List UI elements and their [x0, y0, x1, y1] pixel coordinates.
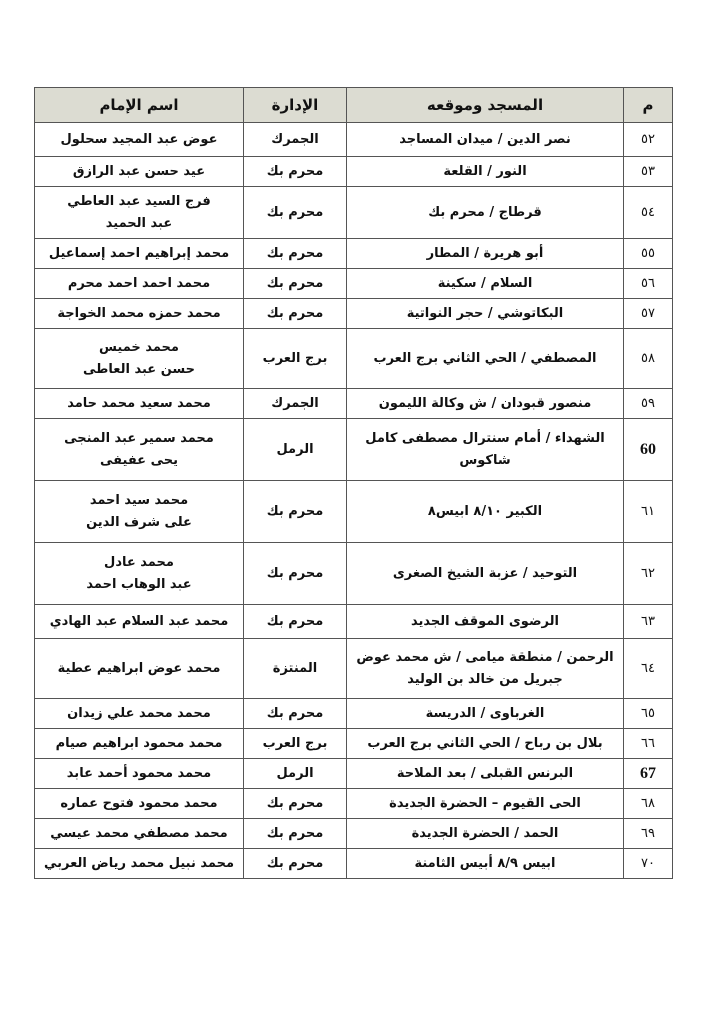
imam-name-line: محمد عادل: [104, 554, 174, 570]
mosque-location-line: جبريل من خالد بن الوليد: [407, 671, 563, 687]
imam-name-cell: [35, 419, 244, 481]
row-number: ٦٩: [624, 819, 673, 849]
imam-name-cell: [35, 239, 244, 269]
imam-name-line: محمد محمود ابراهيم صيام: [55, 735, 223, 751]
imam-name-cell: [35, 759, 244, 789]
imam-name-cell: [35, 123, 244, 157]
imam-name-line: محمد محمد علي زيدان: [67, 705, 211, 721]
row-number: 60: [624, 419, 673, 481]
mosque-location-line: المصطفي / الحي الثاني برج العرب: [373, 350, 597, 366]
table-row: [35, 789, 673, 819]
row-number: 67: [624, 759, 673, 789]
imam-name-line: محمد محمود فتوح عماره: [60, 795, 218, 811]
row-number: ٥٨: [624, 329, 673, 389]
mosque-location-cell: [347, 239, 624, 269]
mosque-location-cell: [347, 329, 624, 389]
mosque-location-cell: [347, 157, 624, 187]
table-row: [35, 123, 673, 157]
table-row: [35, 157, 673, 187]
row-number: ٦٨: [624, 789, 673, 819]
mosque-location-cell: [347, 187, 624, 239]
administration-cell: محرم بك: [244, 699, 347, 729]
imam-name-cell: [35, 481, 244, 543]
mosque-location-cell: [347, 729, 624, 759]
administration-cell: محرم بك: [244, 481, 347, 543]
mosque-location-cell: [347, 789, 624, 819]
row-number: ٥٧: [624, 299, 673, 329]
mosque-location-line: الحمد / الحضرة الجديدة: [411, 825, 559, 841]
imam-name-line: محمد احمد احمد محرم: [67, 275, 211, 291]
imam-name-line: محمد سعيد محمد حامد: [67, 395, 211, 411]
table-row: [35, 639, 673, 699]
imam-name-line: محمد محمود أحمد عابد: [66, 765, 212, 781]
table-row: [35, 389, 673, 419]
imam-name-cell: [35, 699, 244, 729]
mosque-location-line: التوحيد / عزبة الشيخ الصغرى: [392, 565, 578, 581]
table-row: [35, 299, 673, 329]
table-row: [35, 419, 673, 481]
administration-cell: محرم بك: [244, 157, 347, 187]
table-row: [35, 605, 673, 639]
imam-name-line: على شرف الدين: [86, 514, 192, 530]
table-row: [35, 329, 673, 389]
mosque-location-line: الكبير ٨/١٠ ابيس٨: [427, 503, 543, 519]
imam-name-cell: [35, 605, 244, 639]
imam-name-cell: [35, 329, 244, 389]
row-number: ٥٢: [624, 123, 673, 157]
administration-cell: الرمل: [244, 759, 347, 789]
imam-name-line: عبد الحميد: [105, 215, 173, 231]
table-row: [35, 239, 673, 269]
imam-name-line: يحى عفيفى: [100, 452, 178, 468]
row-number: ٦٢: [624, 543, 673, 605]
administration-cell: الرمل: [244, 419, 347, 481]
table-row: [35, 819, 673, 849]
table-row: [35, 481, 673, 543]
imam-name-cell: [35, 639, 244, 699]
imam-name-cell: [35, 389, 244, 419]
mosque-location-line: شاكوس: [459, 452, 511, 468]
row-number: ٧٠: [624, 849, 673, 879]
imam-name-cell: [35, 789, 244, 819]
administration-cell: الجمرك: [244, 389, 347, 419]
administration-cell: محرم بك: [244, 543, 347, 605]
mosque-location-line: السلام / سكينة: [437, 275, 533, 291]
administration-cell: الجمرك: [244, 123, 347, 157]
table-row: [35, 729, 673, 759]
mosque-location-line: البكاتوشي / حجر النواتية: [406, 305, 564, 321]
mosque-location-cell: [347, 699, 624, 729]
imam-name-cell: [35, 729, 244, 759]
row-number: ٥٤: [624, 187, 673, 239]
imam-name-line: فرج السيد عبد العاطي: [67, 193, 211, 209]
mosque-location-cell: [347, 389, 624, 419]
imam-name-line: عيد حسن عبد الرازق: [72, 163, 206, 179]
imam-name-line: محمد خميس: [99, 339, 179, 355]
administration-cell: محرم بك: [244, 239, 347, 269]
mosque-location-line: البرنس القبلى / بعد الملاحة: [396, 765, 574, 781]
row-number: ٦٣: [624, 605, 673, 639]
mosque-location-line: ابيس ٨/٩ أبيس الثامنة: [414, 855, 556, 871]
table-row: [35, 759, 673, 789]
imam-name-cell: [35, 187, 244, 239]
header-administration: الإدارة: [244, 88, 347, 123]
mosque-location-line: نصر الدين / ميدان المساجد: [399, 131, 571, 147]
imam-name-cell: [35, 543, 244, 605]
administration-cell: محرم بك: [244, 819, 347, 849]
administration-cell: برج العرب: [244, 329, 347, 389]
row-number: ٥٦: [624, 269, 673, 299]
administration-cell: محرم بك: [244, 299, 347, 329]
mosque-location-line: النور / القلعة: [443, 163, 527, 179]
mosque-location-cell: [347, 605, 624, 639]
imam-name-line: عبد الوهاب احمد: [86, 576, 192, 592]
table-row: [35, 187, 673, 239]
administration-cell: المنتزة: [244, 639, 347, 699]
imams-table: [34, 87, 673, 879]
row-number: ٥٣: [624, 157, 673, 187]
administration-cell: برج العرب: [244, 729, 347, 759]
mosque-location-line: الغرباوى / الدريسة: [425, 705, 545, 721]
imam-name-line: محمد حمزه محمد الخواجة: [57, 305, 221, 321]
mosque-location-cell: [347, 849, 624, 879]
header-number: م: [624, 88, 673, 123]
mosque-location-cell: [347, 819, 624, 849]
mosque-location-line: منصور قبودان / ش وكالة الليمون: [378, 395, 592, 411]
mosque-location-cell: [347, 759, 624, 789]
imam-name-line: محمد إبراهيم احمد إسماعيل: [48, 245, 230, 261]
table-row: [35, 543, 673, 605]
mosque-location-cell: [347, 639, 624, 699]
administration-cell: محرم بك: [244, 269, 347, 299]
imam-name-line: محمد عبد السلام عبد الهادي: [49, 613, 229, 629]
table-body: [35, 123, 673, 879]
imam-name-cell: [35, 819, 244, 849]
table-header-row: [35, 88, 673, 123]
row-number: ٥٥: [624, 239, 673, 269]
header-mosque: المسجد وموقعه: [347, 88, 624, 123]
imam-name-cell: [35, 157, 244, 187]
imam-name-line: محمد مصطفي محمد عيسي: [50, 825, 228, 841]
mosque-location-cell: [347, 543, 624, 605]
mosque-location-cell: [347, 419, 624, 481]
imam-name-line: محمد سيد احمد: [89, 492, 189, 508]
mosque-location-cell: [347, 269, 624, 299]
header-imam-name: اسم الإمام: [35, 88, 244, 123]
imam-name-cell: [35, 299, 244, 329]
imam-name-line: محمد نبيل محمد رياض العربي: [43, 855, 235, 871]
imam-name-line: محمد عوض ابراهيم عطية: [57, 660, 221, 676]
mosque-location-line: الحى القيوم – الحضرة الجديدة: [389, 795, 581, 811]
row-number: ٦٤: [624, 639, 673, 699]
administration-cell: محرم بك: [244, 849, 347, 879]
administration-cell: محرم بك: [244, 789, 347, 819]
imam-name-line: حسن عبد العاطى: [83, 361, 195, 377]
imam-name-cell: [35, 849, 244, 879]
imam-name-cell: [35, 269, 244, 299]
mosque-location-line: أبو هريرة / المطار: [426, 245, 544, 261]
row-number: ٦٦: [624, 729, 673, 759]
row-number: ٦٥: [624, 699, 673, 729]
mosque-location-line: بلال بن رباح / الحي الثاني برج العرب: [367, 735, 603, 751]
table-row: [35, 699, 673, 729]
administration-cell: محرم بك: [244, 605, 347, 639]
mosque-location-line: الشهداء / أمام سنترال مصطفى كامل: [365, 430, 605, 446]
table-row: [35, 849, 673, 879]
row-number: ٥٩: [624, 389, 673, 419]
imam-name-line: محمد سمير عبد المنجى: [64, 430, 214, 446]
mosque-location-line: الرضوى الموقف الجديد: [411, 613, 559, 629]
mosque-location-line: قرطاج / محرم بك: [428, 204, 542, 220]
imam-name-line: عوض عبد المجيد سحلول: [60, 131, 218, 147]
mosque-location-cell: [347, 299, 624, 329]
mosque-location-line: الرحمن / منطقة ميامى / ش محمد عوض: [356, 649, 614, 665]
mosque-location-cell: [347, 123, 624, 157]
table-row: [35, 269, 673, 299]
administration-cell: محرم بك: [244, 187, 347, 239]
mosque-location-cell: [347, 481, 624, 543]
row-number: ٦١: [624, 481, 673, 543]
